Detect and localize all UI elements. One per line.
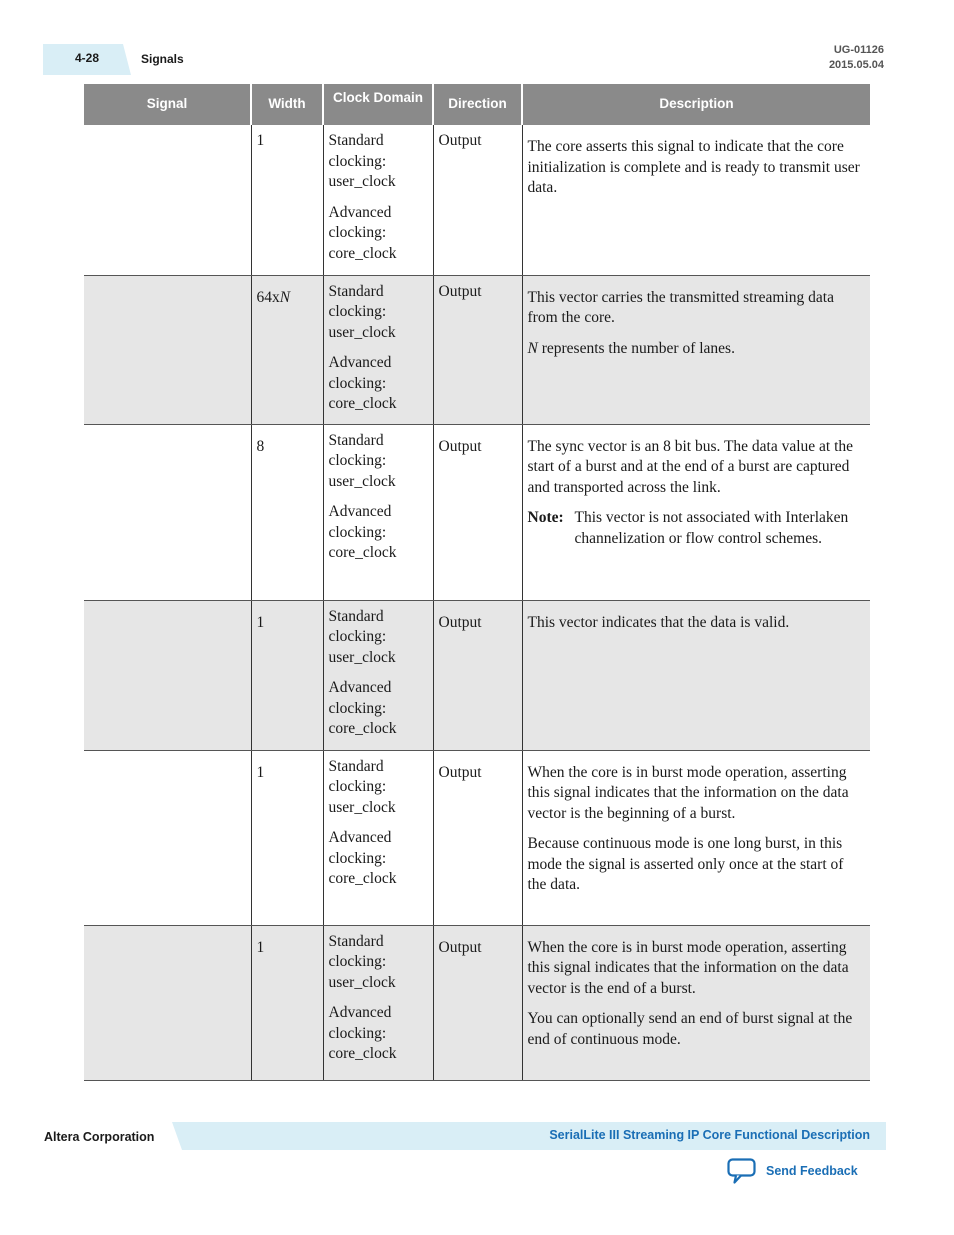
clock-domain-cell [323, 750, 433, 925]
clock-standard: Standard clocking: user_clock [328, 607, 396, 666]
width-variable: N [279, 288, 291, 306]
description-cell [522, 600, 870, 750]
description-text-2: Because continuous mode is one long burst, in this mode the signal is asserted only once at the start of the data. [527, 835, 844, 893]
description-cell [522, 275, 870, 424]
width-cell [251, 275, 323, 424]
table-row [84, 750, 870, 925]
column-header-direction: Direction [433, 84, 522, 125]
clock-domain-cell [323, 600, 433, 750]
width-cell: 8 [251, 424, 323, 600]
description-cell [522, 125, 870, 275]
doc-info [829, 43, 884, 73]
description-text-2 [528, 339, 866, 360]
direction-cell: Output [433, 750, 522, 925]
column-header-clock-domain: Clock Domain [323, 84, 433, 125]
clock-advanced: Advanced clocking: core_clock [328, 354, 397, 412]
table-row [84, 925, 870, 1080]
column-header-signal: Signal [84, 84, 251, 125]
signal-cell [84, 925, 251, 1080]
clock-standard: Standard clocking: user_clock [328, 282, 396, 341]
direction-cell: Output [433, 600, 522, 750]
signal-cell [84, 600, 251, 750]
width-cell: 1 [251, 125, 323, 275]
width-cell: 1 [251, 750, 323, 925]
clock-standard: Standard clocking: user_clock [328, 757, 396, 816]
page-number: 4-28 [75, 51, 100, 65]
clock-advanced: Advanced clocking: core_clock [328, 829, 397, 887]
speech-bubble-icon [727, 1158, 757, 1184]
description-text: The sync vector is an 8 bit bus. The data value at the start of a burst and at the end of a burst are captured and transported across the link. [527, 437, 854, 496]
table-row [84, 424, 870, 600]
note-text: This vector is not associated with Interlaken channelization or flow control schemes. [574, 509, 849, 547]
direction-cell: Output [433, 925, 522, 1080]
clock-advanced: Advanced clocking: core_clock [328, 203, 397, 262]
signal-cell [84, 424, 251, 600]
width-cell: 1 [251, 600, 323, 750]
clock-advanced: Advanced clocking: core_clock [328, 679, 397, 737]
signal-cell [84, 125, 251, 275]
note-label: Note: [527, 509, 564, 526]
description-cell [522, 750, 870, 925]
description-text: When the core is in burst mode operation, asserting this signal indicates that the information on the data vector is the end of a burst. [527, 938, 849, 997]
signal-cell [84, 750, 251, 925]
description-variable: N [527, 339, 538, 357]
clock-domain-cell [323, 275, 433, 424]
description-tail: represents the number of lanes. [537, 339, 735, 357]
width-prefix: 64x [256, 288, 280, 306]
clock-advanced: Advanced clocking: core_clock [328, 1004, 397, 1062]
table-row [84, 125, 870, 275]
column-header-width: Width [251, 84, 323, 125]
clock-standard: Standard clocking: user_clock [328, 431, 396, 490]
note-block [528, 508, 866, 549]
clock-domain-cell [323, 424, 433, 600]
column-header-description: Description [522, 84, 870, 125]
description-cell [522, 424, 870, 600]
signal-cell [84, 275, 251, 424]
clock-domain-cell [323, 125, 433, 275]
clock-standard: Standard clocking: user_clock [328, 932, 396, 991]
section-title: Signals [141, 52, 184, 66]
send-feedback-link[interactable] [727, 1158, 858, 1184]
description-text: This vector indicates that the data is valid. [527, 613, 790, 631]
table-row [84, 600, 870, 750]
width-cell: 1 [251, 925, 323, 1080]
doc-id: UG-01126 [833, 44, 884, 56]
table-header-row [84, 84, 870, 125]
signals-table [84, 84, 870, 1081]
description-text-2: You can optionally send an end of burst signal at the end of continuous mode. [527, 1010, 853, 1048]
direction-cell: Output [433, 424, 522, 600]
clock-domain-cell [323, 925, 433, 1080]
description-text: When the core is in burst mode operation, asserting this signal indicates that the information on the data vector is the beginning of a burst. [527, 763, 849, 822]
document-title-link[interactable]: SerialLite III Streaming IP Core Functional Description [549, 1128, 870, 1142]
description-cell [522, 925, 870, 1080]
description-text: The core asserts this signal to indicate that the core initialization is complete and is ready to transmit user data. [527, 138, 860, 196]
description-text: This vector carries the transmitted streaming data from the core. [527, 288, 834, 326]
direction-cell: Output [433, 125, 522, 275]
send-feedback-label[interactable]: Send Feedback [766, 1164, 858, 1178]
table-row [84, 275, 870, 424]
clock-advanced: Advanced clocking: core_clock [328, 503, 397, 561]
doc-date: 2015.05.04 [828, 59, 884, 71]
clock-standard: Standard clocking: user_clock [328, 132, 396, 190]
company-name: Altera Corporation [44, 1130, 155, 1144]
direction-cell: Output [433, 275, 522, 424]
